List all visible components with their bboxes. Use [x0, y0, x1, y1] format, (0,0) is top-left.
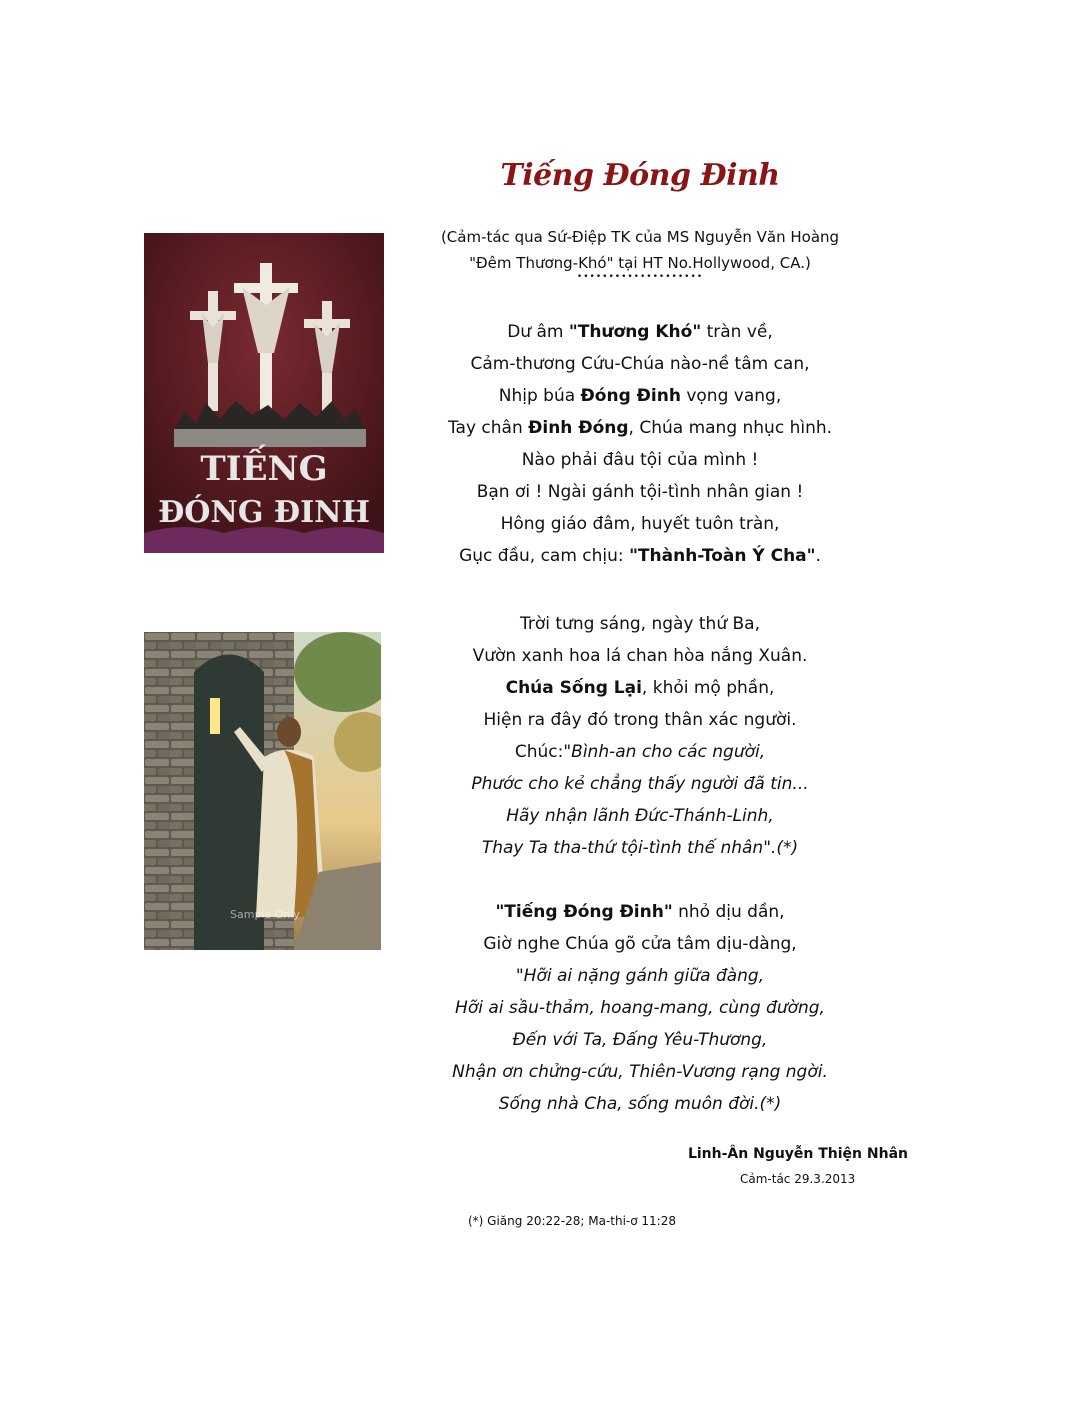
- stanza-1-line-3: Nhịp búa Đóng Đinh vọng vang,: [498, 386, 782, 406]
- stanza-3-line-3: "Hỡi ai nặng gánh giữa đàng,: [515, 966, 765, 986]
- stanza-1-line-8: Gục đầu, cam chịu: "Thành-Toàn Ý Cha".: [459, 546, 821, 566]
- stanza-2-line-8: Thay Ta tha-thứ tội-tình thế nhân".(*): [481, 838, 799, 858]
- stanza-1-line-7: Hông giáo đâm, huyết tuôn tràn,: [500, 514, 780, 534]
- stanza-1-line-1: Dư âm "Thương Khó" tràn về,: [507, 322, 773, 342]
- poem-title: Tiếng Đóng Đinh: [500, 158, 780, 193]
- poem-footnote: (*) Giăng 20:22-28; Ma-thi-ơ 11:28: [468, 1214, 676, 1228]
- poem-author: Linh-Ân Nguyễn Thiện Nhân: [687, 1146, 908, 1162]
- crosses-caption-line-1: TIẾNG: [200, 449, 328, 489]
- poem-date: Cảm-tác 29.3.2013: [740, 1172, 856, 1186]
- stanza-3-line-5: Đến với Ta, Đấng Yêu-Thương,: [512, 1030, 768, 1050]
- stanza-2: [380, 608, 900, 864]
- crosses-caption-line-2: ĐÓNG ĐINH: [158, 495, 370, 530]
- stanza-2-line-3: Chúa Sống Lại, khỏi mộ phần,: [505, 678, 775, 698]
- subtitle-line-2: "Đêm Thương-Khó" tại HT No.Hollywood, CA.): [469, 254, 811, 272]
- stanza-1-line-5: Nào phải đâu tội của mình !: [521, 450, 759, 470]
- stanza-3-line-4: Hỡi ai sầu-thảm, hoang-mang, cùng đường,: [455, 998, 825, 1018]
- stanza-2-line-7: Hãy nhận lãnh Đức-Thánh-Linh,: [506, 806, 774, 826]
- stanza-3-line-7: Sống nhà Cha, sống muôn đời.(*): [498, 1094, 782, 1114]
- stanza-1-line-2: Cảm-thương Cứu-Chúa nào-nề tâm can,: [470, 354, 810, 374]
- stanza-1: [380, 316, 900, 572]
- stanza-1-line-4: Tay chân Đinh Đóng, Chúa mang nhục hình.: [447, 418, 833, 438]
- stanza-2-line-5: Chúc:"Bình-an cho các người,: [514, 742, 766, 762]
- poem-subtitle: [380, 224, 900, 276]
- stanza-2-line-2: Vườn xanh hoa lá chan hòa nắng Xuân.: [472, 646, 808, 666]
- stanza-2-line-1: Trời tưng sáng, ngày thứ Ba,: [519, 614, 760, 634]
- sample-watermark: Sample Only: [230, 908, 300, 921]
- stanza-2-line-6: Phước cho kẻ chẳng thấy người đã tin...: [471, 774, 809, 794]
- stanza-2-line-4: Hiện ra đây đó trong thân xác người.: [483, 710, 797, 730]
- subtitle-separator: ••••••••••••••••••••: [576, 272, 704, 282]
- stanza-3-line-2: Giờ nghe Chúa gõ cửa tâm dịu-dàng,: [483, 934, 797, 954]
- stanza-3: [380, 896, 900, 1120]
- stanza-1-line-6: Bạn ơi ! Ngài gánh tội-tình nhân gian !: [476, 482, 804, 502]
- stanza-3-line-1: "Tiếng Đóng Đinh" nhỏ dịu dần,: [495, 902, 785, 922]
- stanza-3-line-6: Nhận ơn chửng-cứu, Thiên-Vương rạng ngời.: [452, 1062, 828, 1082]
- knocking-picture: [144, 632, 381, 950]
- subtitle-line-1: (Cảm-tác qua Sứ-Điệp TK của MS Nguyễn Văn Hoàng: [440, 228, 840, 246]
- crosses-illustration: [144, 233, 384, 553]
- knocking-illustration: [144, 632, 381, 950]
